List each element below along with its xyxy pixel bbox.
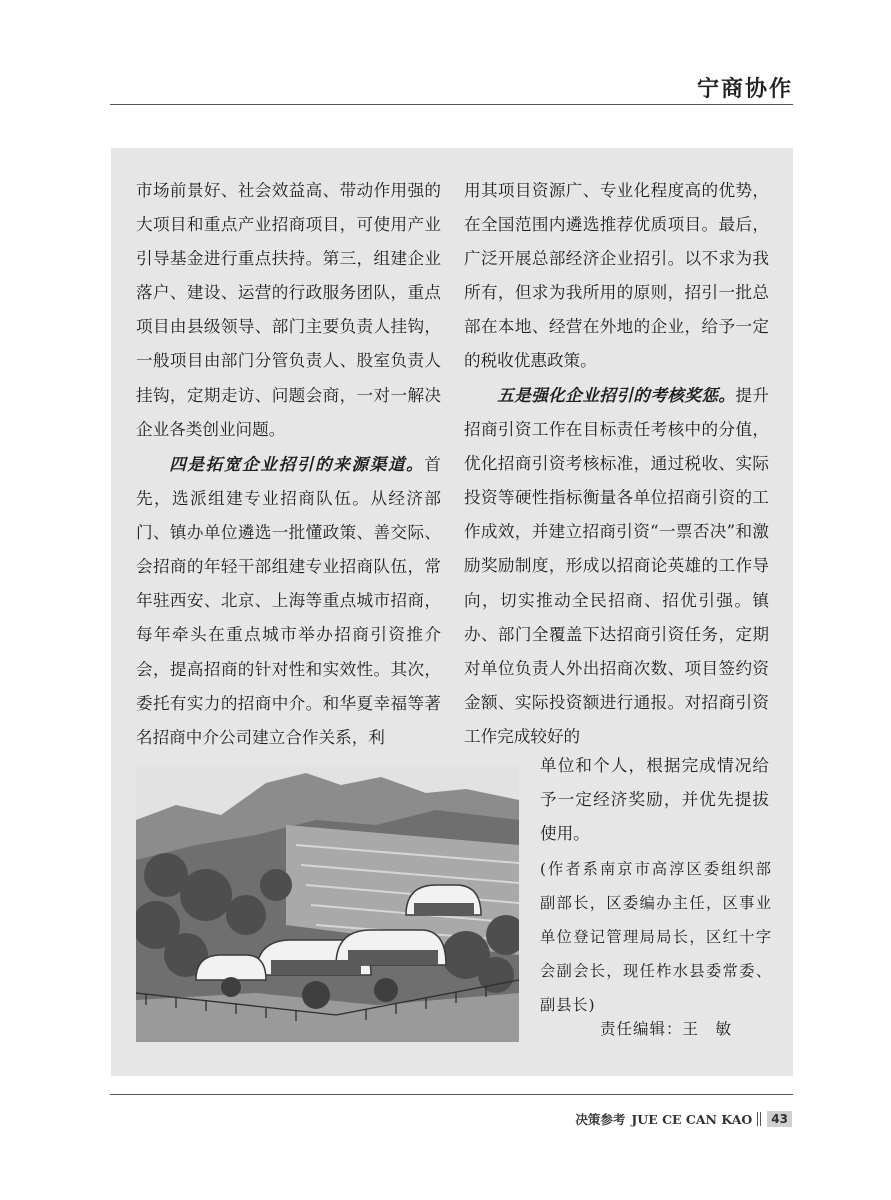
right-paragraph-1 xyxy=(464,174,769,379)
page-footer xyxy=(575,1109,792,1129)
paragraph-text: 首先，选派组建专业招商队伍。从经济部门、镇办单位遴选一批懂政策、善交际、会招商的年轻干部组建专业招商队伍，常年驻西安、北京、上海等重点城市招商，每年牵头在重点城市举办招商引资推介会，提高招商的针对性和实效性。其次，委托有实力的招商中介。和华夏幸福等著名招商中介公司建立合作关系，利 xyxy=(136,455,441,747)
footer-separator xyxy=(757,1112,761,1126)
header-divider xyxy=(110,104,793,105)
paragraph-text: 单位和个人，根据完成情况给予一定经济奖励，并优先提拔使用。 xyxy=(540,756,769,844)
page-number: 43 xyxy=(767,1111,792,1127)
right-paragraph-2 xyxy=(464,378,769,754)
paragraph-text: 市场前景好、社会效益高、带动作用强的大项目和重点产业招商项目，可使用产业引导基金进行重点扶持。第三，组建企业落户、建设、运营的行政服务团队，重点项目由县级领导、部门主要负责人挂钩，一般项目由部门分管负责人、股室负责人挂钩，定期走访、问题会商，一对一解决企业各类创业问题。 xyxy=(136,181,441,439)
left-paragraph-2 xyxy=(136,447,441,755)
author-byline: (作者系南京市高淳区委组织部副部长，区委编办主任，区事业单位登记管理局局长，区红十字会副会长，现任柞水县委常委、副县长) xyxy=(540,860,772,1015)
resort-photo-illustration xyxy=(136,765,519,1042)
resort-photo xyxy=(136,765,519,1042)
responsible-editor: 责任编辑：王 敏 xyxy=(600,1020,733,1038)
left-paragraph-1 xyxy=(136,174,441,447)
paragraph-lead: 五是强化企业招引的考核奖惩。 xyxy=(497,385,736,405)
footer-divider xyxy=(110,1094,793,1095)
paragraph-lead: 四是拓宽企业招引的来源渠道。 xyxy=(169,454,425,474)
paragraph-text: 提升招商引资工作在目标责任考核中的分值，优化招商引资考核标准，通过税收、实际投资等硬性指标衡量各单位招商引资的工作成效，并建立招商引资“一票否决”和激励奖励制度，形成以招商论英雄的工作导向，切实推动全民招商、招优引强。镇办、部门全覆盖下达招商引资任务，定期对单位负责人外出招商次数、项目签约资金额、实际投资额进行通报。对招商引资工作完成较好的 xyxy=(464,386,770,746)
magazine-name-cn: 决策参考 xyxy=(575,1112,626,1127)
paragraph-text: 用其项目资源广、专业化程度高的优势，在全国范围内遴选推荐优质项目。最后，广泛开展总部经济企业招引。以不求为我所有，但求为我所用的原则，招引一批总部在本地、经营在外地的企业，给予一定的税收优惠政策。 xyxy=(464,181,769,371)
magazine-name-en: JUE CE CAN KAO xyxy=(631,1111,753,1127)
section-title: 宁商协作 xyxy=(696,77,793,102)
right-paragraph-3 xyxy=(540,749,769,851)
